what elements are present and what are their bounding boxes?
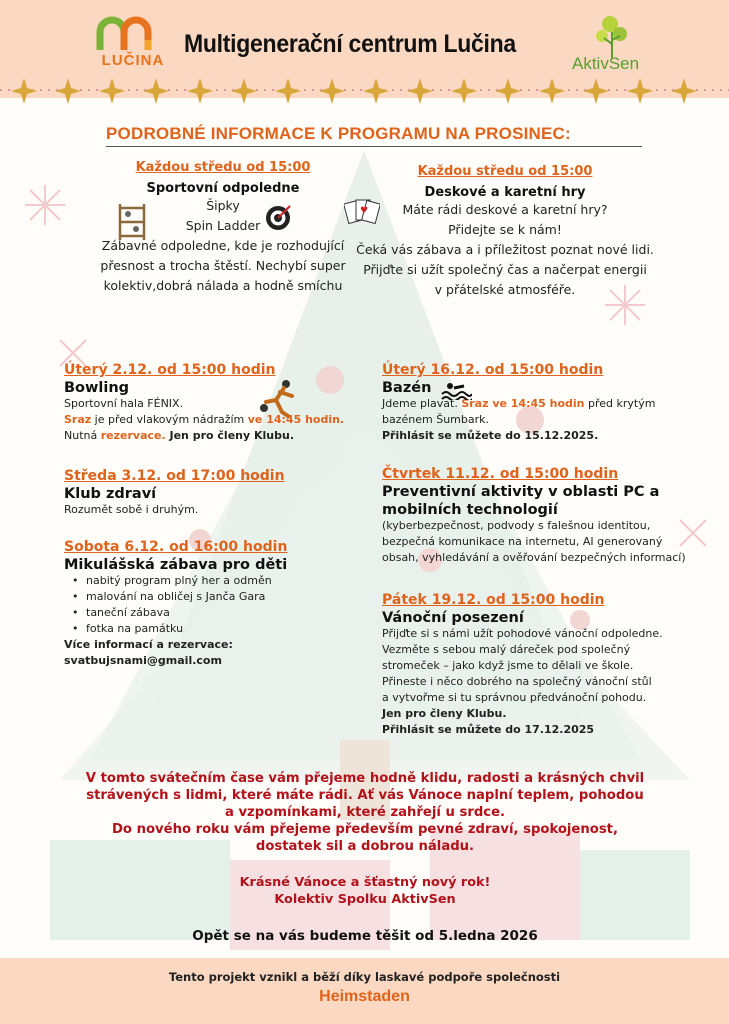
event-text: bazénem Šumbark. — [382, 413, 489, 426]
closing-wish — [110, 874, 620, 908]
weekly-text-line: v přátelské atmosféře. — [434, 282, 576, 297]
event-title: Klub zdraví — [64, 486, 157, 502]
members-only: Jen pro členy Klubu. — [382, 707, 507, 720]
weekly-text-line: Máte rádi deskové a karetní hry? — [402, 202, 608, 217]
event-text — [382, 396, 702, 412]
greeting-line: dostatek sil a dobrou náladu. — [255, 839, 475, 854]
event-text: Vezměte s sebou malý dáreček pod společný — [382, 643, 631, 656]
aktivsen-logo — [572, 14, 662, 78]
page-title: Multigenerační centrum Lučina — [184, 30, 516, 58]
star-garland — [0, 76, 729, 106]
event-text: obsah, vyhledávání a ověřování bezpečných informací) — [382, 551, 686, 564]
sponsor-name: Heimstaden — [319, 988, 410, 1005]
aktivsen-logo-text: AktivSen — [572, 54, 640, 73]
footer-text: Tento projekt vznikl a běží díky laskavé podpoře společnosti — [168, 970, 561, 984]
lucina-logo-icon — [96, 14, 166, 54]
weekly-text-line: Čeká vás zábava a i příležitost poznat nové lidi. — [356, 242, 654, 257]
event-title: Preventivní aktivity v oblasti PC a — [382, 484, 660, 500]
event-mikulas — [64, 539, 354, 669]
register-deadline: Přihlásit se můžete do 17.12.2025 — [382, 723, 595, 736]
event-date: Středa 3.12. od 17:00 hodin — [64, 468, 285, 484]
tree-logo-icon — [572, 14, 632, 58]
event-text: a vytvořme si tu správnou předvánoční pohodu. — [382, 691, 647, 704]
swimmer-icon — [440, 382, 472, 400]
event-posezeni — [382, 592, 712, 738]
event-text: bezpečná komunikace na internetu, AI generovaný — [382, 535, 663, 548]
event-text: stromeček – jako když jsme to dělali ve škole. — [382, 659, 634, 672]
closing-line: Kolektiv Spolku AktivSen — [274, 892, 456, 907]
list-item: • fotka na památku — [72, 621, 354, 637]
weekly-date: Každou středu od 15:00 — [135, 160, 311, 175]
christmas-greeting — [60, 770, 670, 855]
svg-text:♥: ♥ — [360, 206, 369, 216]
lucina-logo — [96, 14, 166, 72]
event-bazen — [382, 362, 702, 444]
event-title: Mikulášská zábava pro děti — [64, 557, 288, 573]
event-text: Přijďte si s námi užít pohodové vánoční odpoledne. — [382, 627, 663, 640]
weekly-text-line: kolektiv,dobrá nálada a hodně smíchu — [103, 278, 343, 293]
weekly-games — [350, 164, 660, 300]
event-bowling — [64, 362, 354, 444]
sraz-time: ve 14:45 hodin. — [247, 413, 345, 426]
event-text — [64, 428, 354, 444]
event-text: Rozumět sobě i druhým. — [64, 503, 199, 516]
event-date: Úterý 2.12. od 15:00 hodin — [64, 362, 276, 378]
register-deadline: Přihlásit se můžete do 15.12.2025. — [382, 429, 599, 442]
event-title: Vánoční posezení — [382, 610, 524, 626]
event-date: Sobota 6.12. od 16:00 hodin — [64, 539, 288, 555]
playing-cards-icon — [344, 196, 380, 226]
list-item: • malování na obličej s Janča Gara — [72, 589, 354, 605]
spin-ladder-icon — [116, 202, 148, 242]
footer-band — [0, 958, 729, 1024]
weekly-title: Sportovní odpoledne — [146, 181, 300, 196]
weekly-text-line: Zábavné odpoledne, kde je rozhodující — [101, 238, 345, 253]
see-you-note: Opět se na vás budeme těšit od 5.ledna 2026 — [192, 928, 538, 944]
event-text — [64, 412, 354, 428]
reservation-label: rezervace. — [100, 429, 166, 442]
weekly-text-line: Přidejte se k nám! — [448, 222, 562, 237]
event-text-part: je před vlakovým nádražím — [91, 413, 248, 426]
event-title: mobilních technologií — [382, 502, 558, 518]
event-date: Pátek 19.12. od 15:00 hodin — [382, 592, 605, 608]
event-title: Bazén — [382, 380, 432, 396]
weekly-title: Deskové a karetní hry — [424, 185, 586, 200]
greeting-line: strávených s lidmi, které máte rádi. Ať vás Vánoce naplní teplem, pohodou — [86, 788, 644, 803]
weekly-text-line: přesnost a trocha štěstí. Nechybí super — [100, 258, 346, 273]
weekly-date: Každou středu od 15:00 — [417, 164, 593, 179]
greeting-line: V tomto svátečním čase vám přejeme hodně klidu, radosti a krásných chvil — [85, 771, 645, 786]
event-klub-zdravi — [64, 468, 354, 518]
bowler-icon — [258, 378, 300, 418]
weekly-item: Spin Ladder — [185, 218, 261, 233]
weekly-text-line: Přijďte si užít společný čas a načerpat energii — [363, 262, 647, 277]
event-bullet-list — [72, 573, 354, 637]
event-date: Čtvrtek 11.12. od 15:00 hodin — [382, 466, 619, 482]
event-date: Úterý 16.12. od 15:00 hodin — [382, 362, 604, 378]
closing-line: Krásné Vánoce a šťastný nový rok! — [239, 875, 491, 890]
sraz-time: Sraz ve 14:45 hodin — [461, 397, 585, 410]
lucina-logo-text: LUČINA — [101, 52, 165, 69]
program-heading: PODROBNÉ INFORMACE K PROGRAMU NA PROSINEC: — [106, 124, 571, 143]
list-item: • taneční zábava — [72, 605, 354, 621]
event-pc — [382, 466, 712, 566]
event-text: (kyberbezpečnost, podvody s falešnou identitou, — [382, 519, 651, 532]
list-item: • nabitý program plný her a odměn — [72, 573, 354, 589]
event-text: Přineste i něco dobrého na společný vánoční stůl — [382, 675, 652, 688]
dartboard-icon — [264, 204, 292, 232]
contact-label: Více informací a rezervace: — [64, 638, 233, 651]
sraz-label: Sraz — [64, 413, 92, 426]
greeting-line: a vzpomínkami, které zahřejí u srdce. — [224, 805, 506, 820]
members-only: Jen pro členy Klubu. — [165, 429, 294, 442]
event-title: Bowling — [64, 380, 130, 396]
event-text-part: před krytým — [584, 397, 656, 410]
event-text-part: Jdeme plavat. — [382, 397, 462, 410]
weekly-item: Šipky — [206, 198, 240, 213]
heading-divider — [106, 146, 642, 147]
greeting-line: Do nového roku vám přejeme především pevné zdraví, spokojenost, — [111, 822, 618, 837]
event-text: Sportovní hala FÉNIX. — [64, 397, 184, 410]
event-text-part: Nutná — [64, 429, 101, 442]
contact-email[interactable]: svatbujsnami@gmail.com — [64, 654, 222, 667]
